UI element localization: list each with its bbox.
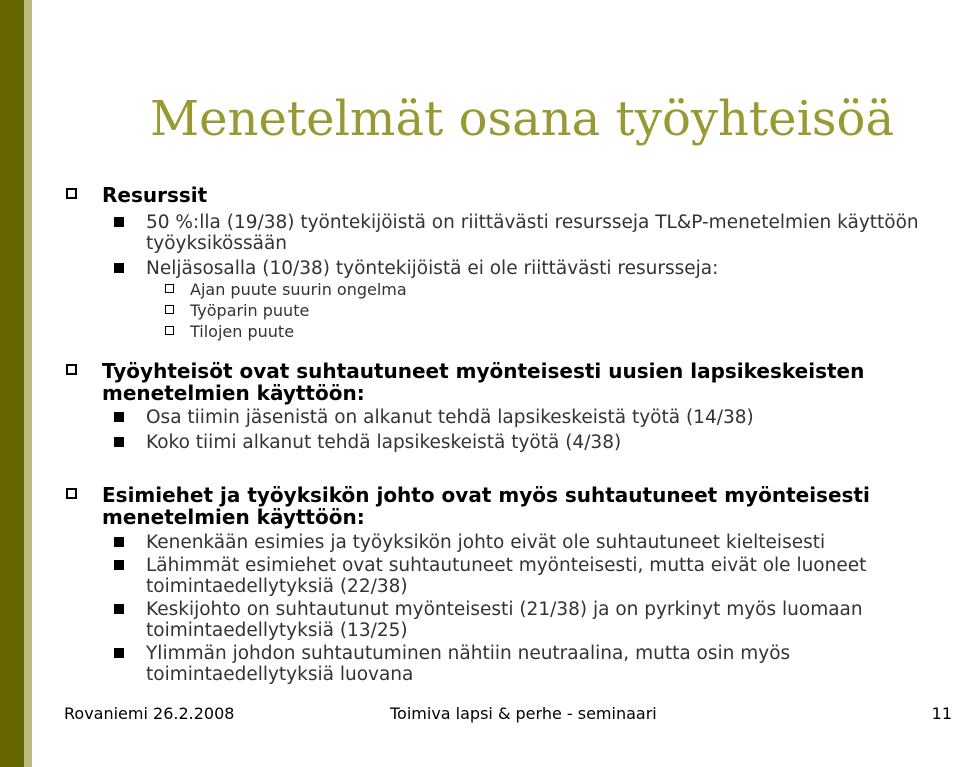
section-heading: Esimiehet ja työyksikön johto ovat myös suhtautuneet myönteisesti menetelmien käyttöön: bbox=[102, 484, 957, 528]
square-bullet-icon bbox=[114, 560, 124, 570]
section-workplaces bbox=[102, 360, 957, 453]
square-bullet-icon bbox=[114, 537, 124, 547]
slide-title: Menetelmät osana työyhteisöä bbox=[150, 91, 895, 147]
bullet-list bbox=[102, 532, 957, 685]
sub-bullet-list bbox=[102, 279, 957, 342]
square-bullet-icon bbox=[114, 604, 124, 614]
sub-list-item: Tilojen puute bbox=[190, 321, 957, 342]
section-heading: Työyhteisöt ovat suhtautuneet myönteisesti uusien lapsikeskeisten menetelmien käyttöön: bbox=[102, 360, 957, 404]
section-management bbox=[102, 484, 957, 685]
list-item: Osa tiimin jäsenistä on alkanut tehdä lapsikeskeistä työtä (14/38) bbox=[146, 407, 957, 428]
bullet-list bbox=[102, 407, 957, 453]
list-item: Lähimmät esimiehet ovat suhtautuneet myönteisesti, mutta eivät ole luoneet toimintaedellytyksiä (22/38) bbox=[146, 555, 957, 597]
page-number: 11 bbox=[931, 704, 952, 723]
square-bullet-icon bbox=[114, 217, 124, 227]
accent-strip-light bbox=[24, 0, 32, 767]
footer-location-date: Rovaniemi 26.2.2008 bbox=[64, 704, 235, 723]
sub-list-item: Ajan puute suurin ongelma bbox=[190, 279, 957, 300]
list-item: Koko tiimi alkanut tehdä lapsikeskeistä työtä (4/38) bbox=[146, 432, 957, 453]
list-item: Neljäsosalla (10/38) työntekijöistä ei ole riittävästi resursseja: bbox=[146, 258, 957, 279]
square-bullet-icon bbox=[114, 263, 124, 273]
hollow-square-bullet-icon bbox=[66, 488, 77, 499]
square-bullet-icon bbox=[114, 648, 124, 658]
list-item: Ylimmän johdon suhtautuminen nähtiin neutraalina, mutta osin myös toimintaedellytyksiä luovana bbox=[146, 643, 957, 685]
hollow-square-bullet-icon bbox=[165, 305, 174, 314]
square-bullet-icon bbox=[114, 437, 124, 447]
section-heading: Resurssit bbox=[102, 184, 957, 206]
hollow-square-bullet-icon bbox=[66, 188, 77, 199]
hollow-square-bullet-icon bbox=[165, 284, 174, 293]
accent-strip-dark bbox=[0, 0, 24, 767]
sub-list-item: Työparin puute bbox=[190, 300, 957, 321]
square-bullet-icon bbox=[114, 412, 124, 422]
list-item: Keskijohto on suhtautunut myönteisesti (21/38) ja on pyrkinyt myös luomaan toimintaedellytyksiä (13/25) bbox=[146, 599, 957, 641]
hollow-square-bullet-icon bbox=[165, 326, 174, 335]
hollow-square-bullet-icon bbox=[66, 364, 77, 375]
list-item: 50 %:lla (19/38) työntekijöistä on riittävästi resursseja TL&P-menetelmien käyttöön työyksikössään bbox=[146, 212, 957, 254]
footer-event-name: Toimiva lapsi & perhe - seminaari bbox=[390, 704, 657, 723]
bullet-list bbox=[102, 212, 957, 279]
list-item: Kenenkään esimies ja työyksikön johto eivät ole suhtautuneet kielteisesti bbox=[146, 532, 957, 553]
section-resources bbox=[102, 184, 957, 342]
